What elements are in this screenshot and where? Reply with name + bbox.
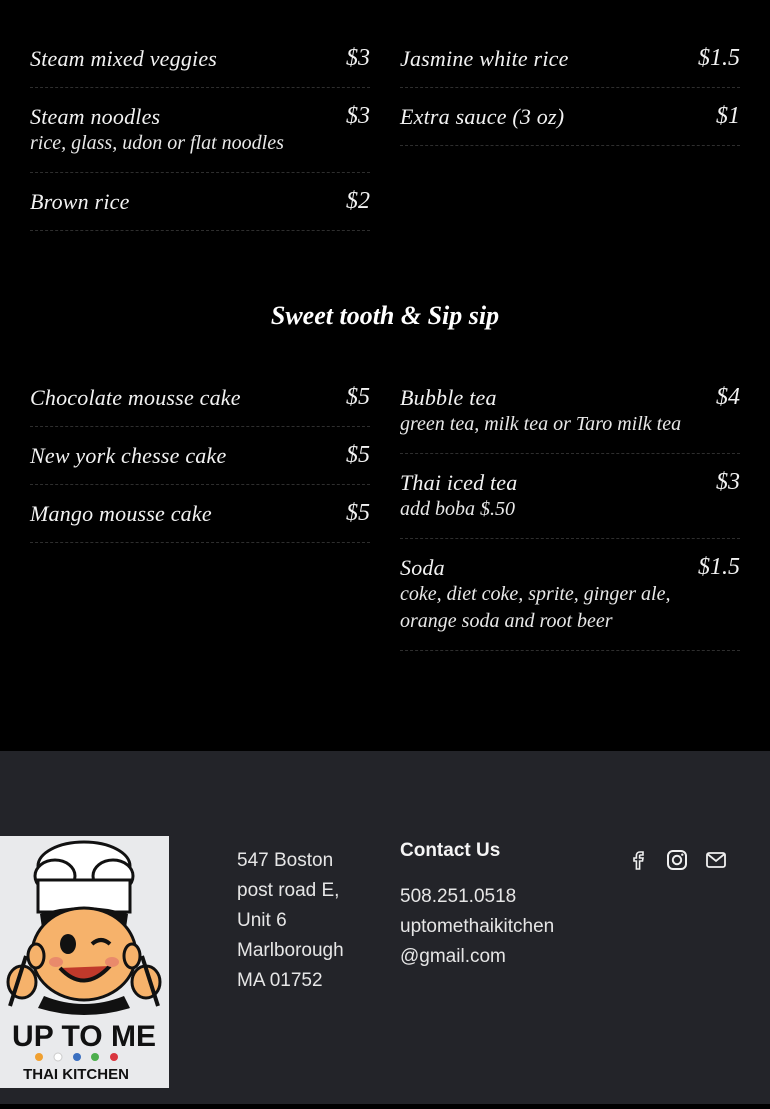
menu-item-description: coke, diet coke, sprite, ginger ale, orange soda and root beer	[400, 583, 671, 632]
menu-item-name: Bubble tea	[400, 385, 497, 410]
instagram-icon[interactable]	[665, 848, 689, 872]
site-footer	[0, 751, 770, 1104]
menu-item-name: Brown rice	[30, 189, 130, 214]
menu-item-price: $5	[346, 384, 370, 410]
menu-item-price: $2	[346, 188, 370, 214]
menu-item-name: Soda	[400, 555, 445, 580]
menu-item-name: Jasmine white rice	[400, 46, 569, 71]
menu-item-name: Extra sauce (3 oz)	[400, 104, 565, 129]
contact-info	[400, 882, 565, 972]
restaurant-address: 547 Boston post road E, Unit 6 Marlborough MA 01752	[237, 850, 344, 991]
menu-item-name: Steam mixed veggies	[30, 46, 218, 71]
menu-item-price: $5	[346, 442, 370, 468]
sides-right-column	[400, 30, 740, 146]
menu-item	[400, 454, 740, 539]
menu-item	[30, 369, 370, 427]
menu-item	[30, 30, 370, 88]
drinks-column	[400, 369, 740, 651]
menu-item-price: $3	[346, 45, 370, 71]
menu-item-description: add boba $.50	[400, 498, 515, 520]
menu-item	[400, 369, 740, 454]
email-address[interactable]: uptomethaikitchen@gmail.com	[400, 916, 555, 967]
mail-icon[interactable]	[704, 848, 728, 872]
desserts-column	[30, 369, 370, 543]
menu-item-price: $1.5	[698, 554, 740, 580]
menu-item-price: $3	[716, 469, 740, 495]
menu-item	[400, 88, 740, 146]
bottom-bar	[0, 1104, 770, 1109]
menu-item-price: $3	[346, 103, 370, 129]
restaurant-logo[interactable]	[0, 836, 169, 1088]
menu-item	[30, 88, 370, 173]
menu-item-name: Chocolate mousse cake	[30, 385, 241, 410]
menu-item-description: rice, glass, udon or flat noodles	[30, 132, 284, 154]
menu-item	[30, 427, 370, 485]
menu-item-name: Mango mousse cake	[30, 501, 212, 526]
menu-item	[30, 173, 370, 231]
facebook-icon[interactable]	[626, 848, 650, 872]
contact-title: Contact Us	[400, 840, 501, 861]
section-title: Sweet tooth & Sip sip	[270, 301, 500, 330]
svg-text:THAI KITCHEN: THAI KITCHEN	[23, 1066, 129, 1083]
menu-item	[400, 539, 740, 651]
phone-number[interactable]: 508.251.0518	[400, 886, 517, 907]
menu-item-price: $4	[716, 384, 740, 410]
menu-item-name: Thai iced tea	[400, 470, 518, 495]
menu-item-name: New york chesse cake	[30, 443, 227, 468]
menu-item-price: $1	[716, 103, 740, 129]
menu-item	[30, 485, 370, 543]
menu-item-price: $1.5	[698, 45, 740, 71]
menu-item-price: $5	[346, 500, 370, 526]
menu-item	[400, 30, 740, 88]
logo-graphic	[0, 836, 169, 1088]
svg-text:UP TO ME: UP TO ME	[12, 1020, 156, 1053]
sides-left-column	[30, 30, 370, 231]
menu-item-description: green tea, milk tea or Taro milk tea	[400, 413, 682, 435]
menu-item-name: Steam noodles	[30, 104, 161, 129]
